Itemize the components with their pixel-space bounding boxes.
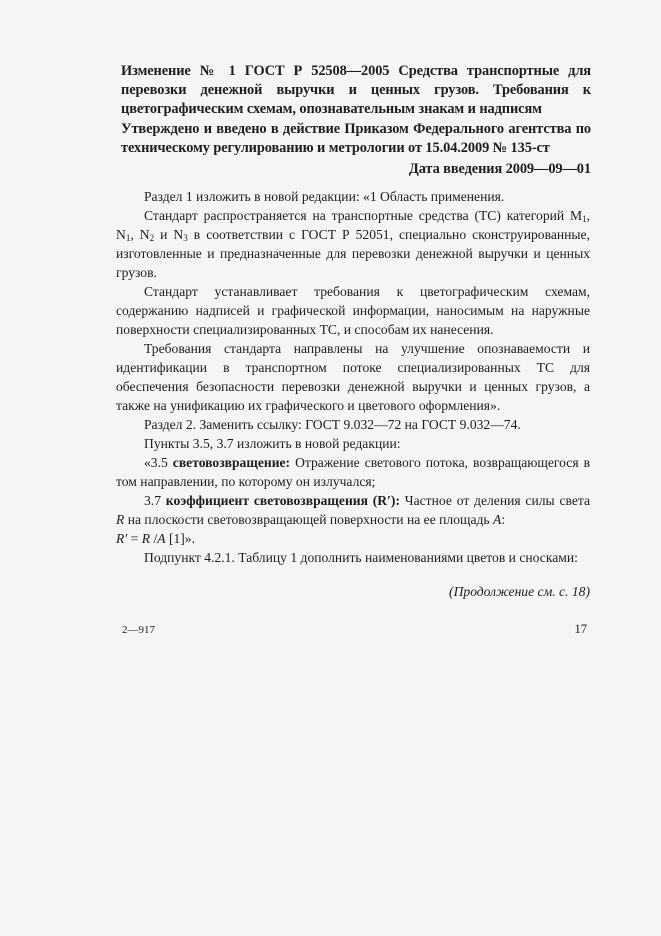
paragraph-goals: Требования стандарта направлены на улучшение опознаваемости и идентификации в транспортном потоке специализированных ТС для обеспечения безопасности перевозки денежной выручки и ценных грузов, а также на унификацию их графического и цветового оформления». [116, 341, 590, 413]
approval-statement: Утверждено и введено в действие Приказом Федерального агентства по техническому регулированию и метрологии от 15.04.2009 № 135-ст [121, 121, 591, 156]
paragraph-requirements: Стандарт устанавливает требования к цветографическим схемам, содержанию надписей и графической информации, наносимым на наружные поверхности специализированных ТС, и способам их нанесения. [116, 284, 590, 337]
document-body [116, 187, 590, 567]
paragraph-definition-3-5: «3.5 световозвращение: Отражение светового потока, возвращающегося в том направлении, по которому он излучался; [116, 455, 591, 489]
amendment-title: Изменение № 1 ГОСТ Р 52508—2005 Средства транспортные для перевозки денежной выручки и ценных грузов. Требования к цветографическим схемам, опознавательным знакам и надписям [121, 63, 591, 117]
term-retroreflection-coefficient: коэффициент световозвращения (R′): [165, 493, 400, 508]
page-number: 17 [574, 622, 587, 636]
paragraph-subclause-4-2-1: Подпункт 4.2.1. Таблицу 1 дополнить наименованиями цветов и сносками: [144, 550, 578, 565]
paragraph-items: Пункты 3.5, 3.7 изложить в новой редакции: [144, 436, 401, 451]
paragraph-section-1: Раздел 1 изложить в новой редакции: «1 Область применения. [144, 189, 505, 204]
paragraph-scope: Стандарт распространяется на транспортные средства (ТС) категорий $M_1$, $N_1$, $N_2$ и $N_3$ в соответствии с ГОСТ Р 52051, специально сконструированные, изготовленные и предназначенные для перевозки денежной выручки и ценных грузов. [116, 208, 590, 280]
formula: R′ [116, 531, 128, 546]
effective-date: Дата введения 2009—09—01 [408, 161, 591, 177]
paragraph-section-2: Раздел 2. Заменить ссылку: ГОСТ 9.032—72 на ГОСТ 9.032—74. [144, 417, 521, 432]
footer-sheet-code: 2—917 [122, 624, 155, 636]
term-retroreflection: световозвращение: [172, 455, 291, 470]
continuation-note: (Продолжение см. с. 18) [449, 584, 590, 599]
paragraph-definition-3-7: 3.7 коэффициент световозвращения (R′): Частное от деления силы света R на плоскости световозвращающей поверхности на ее площадь A: R′ = R /A [1]». [116, 493, 590, 546]
